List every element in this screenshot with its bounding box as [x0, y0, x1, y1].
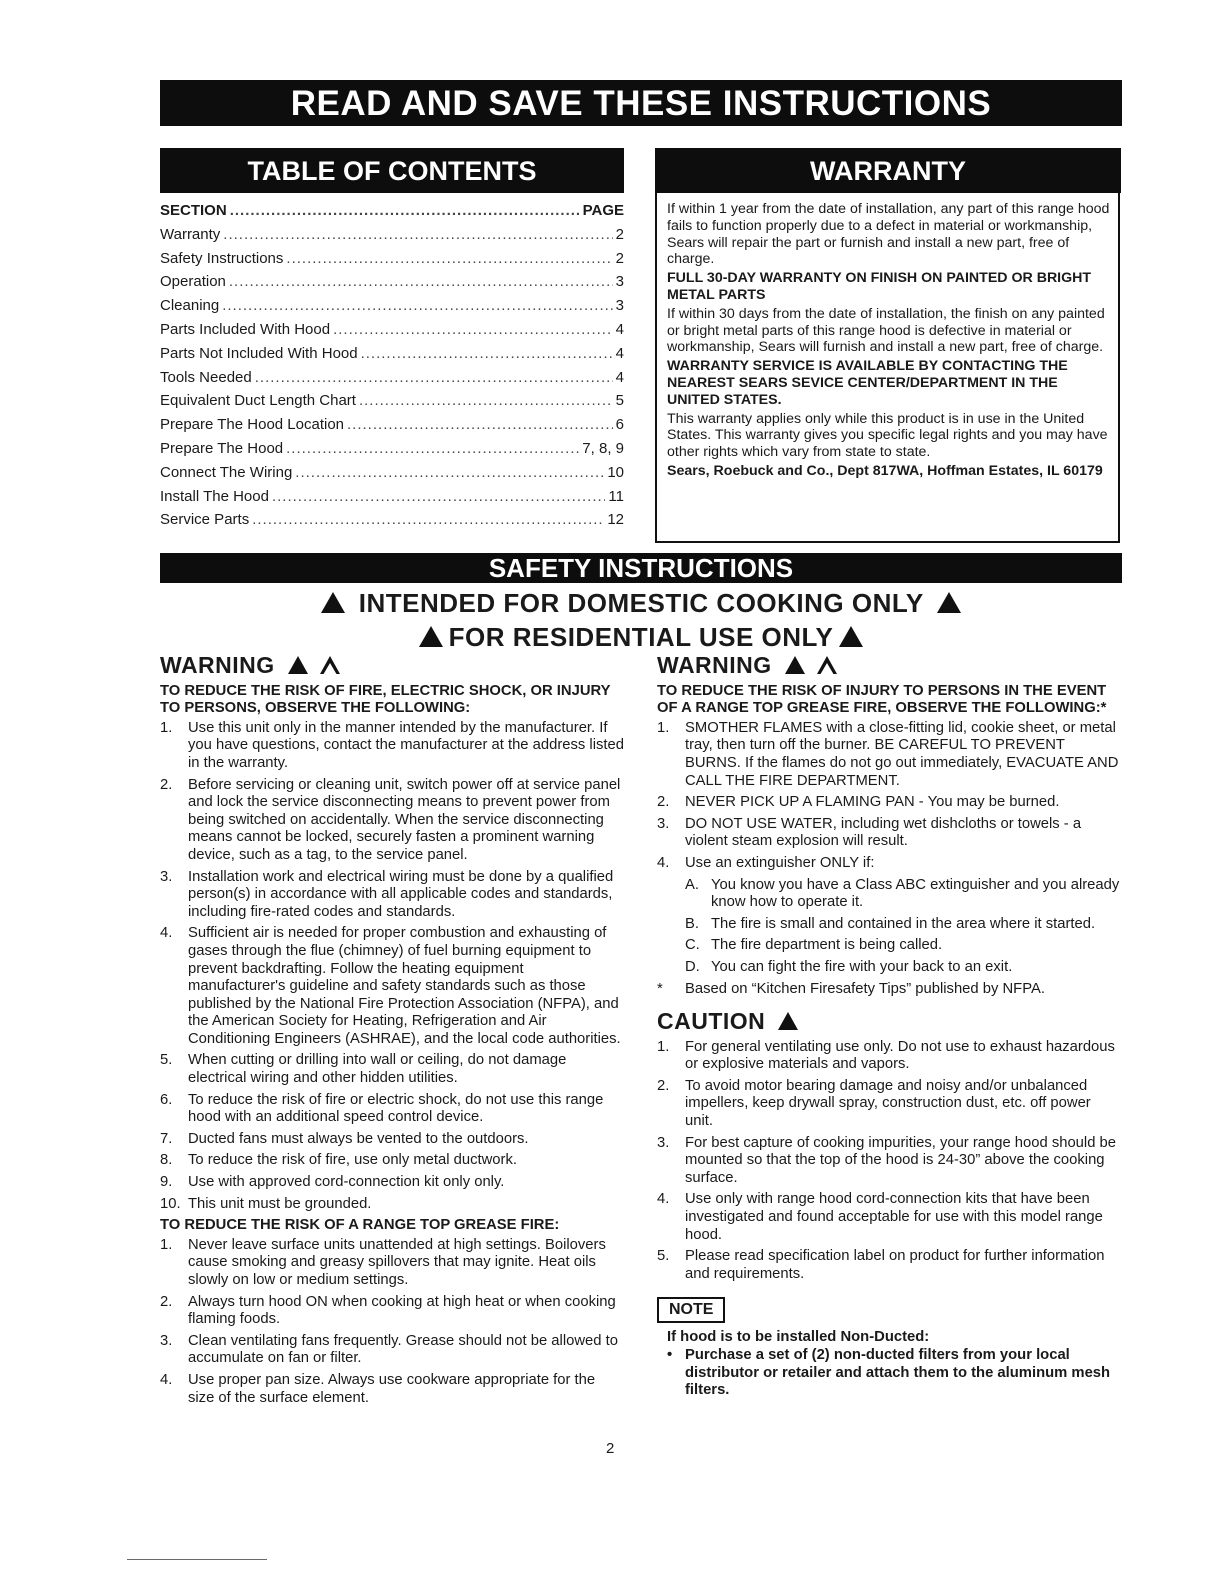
- toc-entry-title: Install The Hood: [160, 487, 269, 505]
- page-number: 2: [606, 1440, 615, 1457]
- list-number: 8.: [160, 1152, 173, 1169]
- extinguisher-condition-item: [685, 959, 1122, 977]
- footnote: [657, 981, 1122, 999]
- toc-page-label: PAGE: [582, 202, 624, 219]
- toc-entry-page: 5: [615, 392, 624, 410]
- toc-leader: [359, 392, 613, 409]
- toc-row: [160, 440, 624, 464]
- toc-entry-page: 12: [607, 511, 624, 529]
- grease-fire-list-item: [160, 1372, 625, 1407]
- toc-leader: [361, 345, 613, 362]
- grease-fire-lead: TO REDUCE THE RISK OF A RANGE TOP GREASE FIRE:: [160, 1217, 560, 1234]
- toc-leader: [252, 511, 604, 528]
- warranty-heading-2: FULL 30-DAY WARRANTY ON FINISH ON PAINTED OR BRIGHT METAL PARTS: [667, 270, 1092, 303]
- list-number: 1.: [657, 719, 670, 736]
- list-text: This unit must be grounded.: [188, 1195, 372, 1212]
- toc-leader: [230, 202, 580, 219]
- left-warning-title: WARNING: [160, 652, 275, 678]
- left-warning-heading: [160, 652, 625, 678]
- list-number: 9.: [160, 1174, 173, 1191]
- toc-entry-title: Equivalent Duct Length Chart: [160, 392, 356, 410]
- warranty-title-banner: WARRANTY: [655, 148, 1121, 193]
- list-number: 7.: [160, 1130, 173, 1147]
- toc-row: [160, 416, 624, 440]
- list-text: Please read specification label on product for further information and requirements.: [685, 1248, 1105, 1282]
- footnote-text: Based on “Kitchen Firesafety Tips” published by NFPA.: [685, 980, 1045, 997]
- list-text: Clean ventilating fans frequently. Grease should not be allowed to accumulate on fan or filter.: [188, 1332, 618, 1367]
- list-text: SMOTHER FLAMES with a close-fitting lid, cookie sheet, or metal tray, then turn off the burner. BE CAREFUL TO PREVENT BURNS. If the flames do not go out immediately, EVACUATE AND CALL THE FIRE DEPARTMENT.: [685, 719, 1119, 789]
- warning-list-item: [160, 720, 625, 773]
- list-number: 2.: [657, 794, 670, 811]
- caution-list: [657, 1039, 1122, 1284]
- warning-list-item: [160, 777, 625, 865]
- list-text: DO NOT USE WATER, including wet dishcloths or towels - a violent steam explosion will result.: [685, 815, 1082, 850]
- list-number: 4.: [657, 854, 670, 871]
- residential-use-line: [160, 622, 1122, 653]
- extinguisher-condition-item: [685, 877, 1122, 912]
- list-number: 3.: [657, 815, 670, 832]
- toc-leader: [347, 416, 613, 433]
- list-text: When cutting or drilling into wall or ceiling, do not damage electrical wiring and other hidden utilities.: [188, 1052, 567, 1087]
- list-number: 3.: [657, 1134, 670, 1151]
- list-number: 6.: [160, 1091, 173, 1108]
- list-number: C.: [685, 937, 700, 954]
- list-number: 2.: [160, 1293, 173, 1310]
- list-text: You know you have a Class ABC extinguisher and you already know how to operate it.: [711, 876, 1120, 911]
- note-label: NOTE: [657, 1297, 725, 1323]
- toc-section-label: SECTION: [160, 202, 227, 219]
- list-number: 2.: [657, 1077, 670, 1094]
- toc-entry-title: Prepare The Hood: [160, 439, 284, 457]
- list-number: B.: [685, 915, 699, 932]
- toc-entry-title: Service Parts: [160, 511, 250, 529]
- list-number: 1.: [160, 1236, 173, 1253]
- list-text: Use only with range hood cord-connection kits that have been investigated and found acceptable for use with this model range hood.: [685, 1191, 1103, 1243]
- warranty-box: [655, 193, 1120, 543]
- toc-row: [160, 369, 624, 393]
- list-text: To avoid motor bearing damage and noisy and/or unbalanced impellers, keep drywall spray, construction dust, etc. off power unit.: [685, 1077, 1091, 1130]
- toc-entry-page: 3: [615, 273, 624, 291]
- footer-rule: [127, 1559, 267, 1560]
- list-number: 5.: [657, 1248, 670, 1265]
- warning-list-item: [160, 1052, 625, 1087]
- toc-row: [160, 297, 624, 321]
- toc-entry-page: 4: [615, 368, 624, 386]
- toc-entry-title: Connect The Wiring: [160, 463, 293, 481]
- extinguisher-condition-item: [685, 937, 1122, 955]
- grease-fire-list-item: [160, 1237, 625, 1290]
- caution-heading: [657, 1008, 1122, 1035]
- warning-list-item: [160, 1092, 625, 1127]
- extinguisher-condition-item: [685, 916, 1122, 934]
- warning-triangle-icon: [937, 592, 961, 613]
- list-number: 3.: [160, 1332, 173, 1349]
- list-text: Use an extinguisher ONLY if:: [685, 854, 875, 871]
- caution-list-item: [657, 1191, 1122, 1244]
- warning-triangle-outline-icon: [817, 656, 837, 674]
- toc-title-banner: TABLE OF CONTENTS: [160, 148, 624, 193]
- warning-list-item: [657, 855, 1122, 873]
- list-text: For general ventilating use only. Do not use to exhaust hazardous or explosive materials and vapors.: [685, 1038, 1115, 1073]
- toc-row: [160, 250, 624, 274]
- warning-triangle-icon: [321, 592, 345, 613]
- toc-entry-page: 4: [615, 320, 624, 338]
- bullet-mark: •: [667, 1347, 673, 1363]
- warning-triangle-outline-icon: [320, 656, 340, 674]
- warranty-paragraph-1: If within 1 year from the date of installation, any part of this range hood fails to function properly due to a defect in material or workmanship, Sears will repair the part or furnish and install a new part, free of charge.: [667, 201, 1110, 268]
- toc-leader: [286, 250, 612, 267]
- list-text: To reduce the risk of fire or electric shock, do not use this range hood with an additional speed control device.: [188, 1091, 604, 1126]
- toc-row: [160, 392, 624, 416]
- list-number: A.: [685, 876, 699, 893]
- toc-entry-page: 7, 8, 9: [582, 439, 624, 457]
- grease-fire-list-item: [160, 1294, 625, 1329]
- table-of-contents: [160, 202, 624, 535]
- list-text: Never leave surface units unattended at high settings. Boilovers cause smoking and greasy spillovers that may ignite. Heat oils slowly on low or medium settings.: [188, 1236, 606, 1288]
- toc-entry-title: Warranty: [160, 225, 221, 243]
- list-text: Use with approved cord-connection kit only only.: [188, 1174, 505, 1191]
- right-safety-column: [657, 652, 1122, 1400]
- list-number: 3.: [160, 868, 173, 885]
- extinguisher-conditions-list: [657, 877, 1122, 977]
- warning-triangle-icon: [288, 656, 308, 674]
- toc-header-row: [160, 202, 624, 226]
- warning-triangle-icon: [839, 626, 863, 647]
- toc-row: [160, 345, 624, 369]
- toc-entry-page: 11: [608, 487, 624, 505]
- list-number: 2.: [160, 776, 173, 793]
- grease-fire-list: [160, 1237, 625, 1407]
- toc-entry-title: Tools Needed: [160, 368, 252, 386]
- warning-list-item: [160, 1196, 625, 1214]
- list-text: To reduce the risk of fire, use only metal ductwork.: [188, 1152, 517, 1169]
- warning-list-item: [160, 1174, 625, 1192]
- safety-title-banner: SAFETY INSTRUCTIONS: [160, 553, 1122, 583]
- warranty-heading-3: WARRANTY SERVICE IS AVAILABLE BY CONTACTING THE NEAREST SEARS SEVICE CENTER/DEPARTMENT IN THE UNITED STATES.: [667, 358, 1068, 408]
- note-lead: If hood is to be installed Non-Ducted:: [667, 1329, 930, 1346]
- list-text: For best capture of cooking impurities, your range hood should be mounted so that the top of the hood is 24-30” above the cooking surface.: [685, 1134, 1117, 1186]
- list-text: The fire department is being called.: [711, 937, 943, 954]
- toc-entry-title: Cleaning: [160, 297, 220, 315]
- list-number: 4.: [657, 1191, 670, 1208]
- right-warning-title: WARNING: [657, 652, 772, 678]
- toc-row: [160, 226, 624, 250]
- list-number: 4.: [160, 925, 173, 942]
- toc-entry-page: 3: [615, 297, 624, 315]
- toc-leader: [272, 488, 605, 505]
- right-warning-lead: TO REDUCE THE RISK OF INJURY TO PERSONS IN THE EVENT OF A RANGE TOP GREASE FIRE, OBSERVE THE FOLLOWING:*: [657, 682, 1107, 717]
- toc-row: [160, 273, 624, 297]
- list-text: Ducted fans must always be vented to the outdoors.: [188, 1130, 529, 1147]
- toc-entry-title: Safety Instructions: [160, 249, 284, 267]
- residential-use-text: FOR RESIDENTIAL USE ONLY: [448, 622, 834, 652]
- toc-entry-title: Parts Not Included With Hood: [160, 344, 358, 362]
- caution-list-item: [657, 1039, 1122, 1074]
- toc-entry-page: 10: [607, 463, 624, 481]
- toc-row: [160, 321, 624, 345]
- list-number: D.: [685, 958, 700, 975]
- warning-list-item: [657, 816, 1122, 851]
- list-text: Use this unit only in the manner intended by the manufacturer. If you have questions, contact the manufacturer at the address listed in the warranty.: [188, 719, 624, 771]
- toc-entry-page: 4: [615, 344, 624, 362]
- list-number: 5.: [160, 1052, 173, 1069]
- list-text: Before servicing or cleaning unit, switch power off at service panel and lock the service disconnecting means to prevent power from being switched on accidentally. When the service disconnecting means cannot be locked, securely fasten a prominent warning device, such as a tag, to the service panel.: [188, 776, 621, 863]
- note-bullet-text: Purchase a set of (2) non-ducted filters from your local distributor or retailer and attach them to the aluminum mesh filters.: [685, 1347, 1111, 1399]
- list-text: NEVER PICK UP A FLAMING PAN - You may be burned.: [685, 794, 1060, 811]
- toc-entry-title: Prepare The Hood Location: [160, 416, 345, 434]
- list-number: 1.: [160, 719, 173, 736]
- toc-entry-page: 2: [615, 225, 624, 243]
- caution-title: CAUTION: [657, 1008, 766, 1035]
- list-text: The fire is small and contained in the area where it started.: [711, 915, 1096, 932]
- toc-leader: [222, 297, 612, 314]
- warning-list-item: [160, 925, 625, 1048]
- toc-rows: [160, 226, 624, 535]
- note-bullet-item: [657, 1347, 1122, 1400]
- toc-row: [160, 511, 624, 535]
- left-warning-list: [160, 720, 625, 1213]
- warning-triangle-icon: [419, 626, 443, 647]
- caution-list-item: [657, 1135, 1122, 1188]
- list-text: Use proper pan size. Always use cookware appropriate for the size of the surface element.: [188, 1371, 596, 1406]
- toc-leader: [229, 273, 613, 290]
- list-number: 10.: [160, 1195, 181, 1212]
- toc-leader: [295, 464, 604, 481]
- warning-triangle-icon: [785, 656, 805, 674]
- list-text: Installation work and electrical wiring must be done by a qualified person(s) in accordance with all applicable codes and standards, including fire-rated codes and standards.: [188, 868, 614, 920]
- list-text: You can fight the fire with your back to an exit.: [711, 958, 1013, 975]
- warning-triangle-icon: [778, 1012, 798, 1030]
- warning-list-item: [657, 794, 1122, 812]
- note-section: [657, 1297, 1122, 1399]
- right-warning-list: [657, 720, 1122, 873]
- warranty-paragraph-2: If within 30 days from the date of installation, the finish on any painted or bright metal parts of this range hood is defective in material or workmanship, Sears will furnish and install a new part, free of charge.: [667, 305, 1105, 356]
- toc-leader: [333, 321, 613, 338]
- warning-list-item: [160, 1131, 625, 1149]
- left-safety-column: [160, 652, 625, 1411]
- toc-entry-title: Operation: [160, 273, 226, 291]
- warning-list-item: [657, 720, 1122, 790]
- toc-row: [160, 464, 624, 488]
- list-number: 1.: [657, 1038, 670, 1055]
- footnote-mark: *: [657, 980, 663, 997]
- warranty-address: Sears, Roebuck and Co., Dept 817WA, Hoffman Estates, IL 60179: [667, 462, 1103, 479]
- grease-fire-list-item: [160, 1333, 625, 1368]
- toc-leader: [255, 369, 613, 386]
- caution-list-item: [657, 1078, 1122, 1131]
- toc-entry-page: 2: [615, 249, 624, 267]
- toc-row: [160, 488, 624, 512]
- toc-leader: [223, 226, 612, 243]
- right-warning-heading: [657, 652, 1122, 678]
- caution-list-item: [657, 1248, 1122, 1283]
- main-title-banner: READ AND SAVE THESE INSTRUCTIONS: [160, 80, 1122, 126]
- warning-list-item: [160, 869, 625, 922]
- toc-entry-page: 6: [615, 416, 624, 434]
- list-text: Always turn hood ON when cooking at high heat or when cooking flaming foods.: [188, 1293, 616, 1328]
- toc-leader: [286, 440, 579, 457]
- intended-domestic-text: INTENDED FOR DOMESTIC COOKING ONLY: [358, 588, 924, 618]
- intended-domestic-line: [160, 588, 1122, 619]
- warning-list-item: [160, 1152, 625, 1170]
- list-number: 4.: [160, 1371, 173, 1388]
- list-text: Sufficient air is needed for proper combustion and exhausting of gases through the flue (chimney) of fuel burning equipment to prevent backdrafting. Follow the heating equipment manufacturer's guideline and safety standards such as those published by the National Fire Protection Association (NFPA), and the American Society for Heating, Refrigeration and Air Conditioning Engineers (ASHRAE), and the local code authorities.: [188, 925, 621, 1047]
- warranty-paragraph-3: This warranty applies only while this product is in use in the United States. This warranty gives you specific legal rights and you may have other rights which vary from state to state.: [667, 410, 1108, 461]
- toc-entry-title: Parts Included With Hood: [160, 320, 331, 338]
- left-warning-lead: TO REDUCE THE RISK OF FIRE, ELECTRIC SHOCK, OR INJURY TO PERSONS, OBSERVE THE FOLLOWING:: [160, 682, 611, 717]
